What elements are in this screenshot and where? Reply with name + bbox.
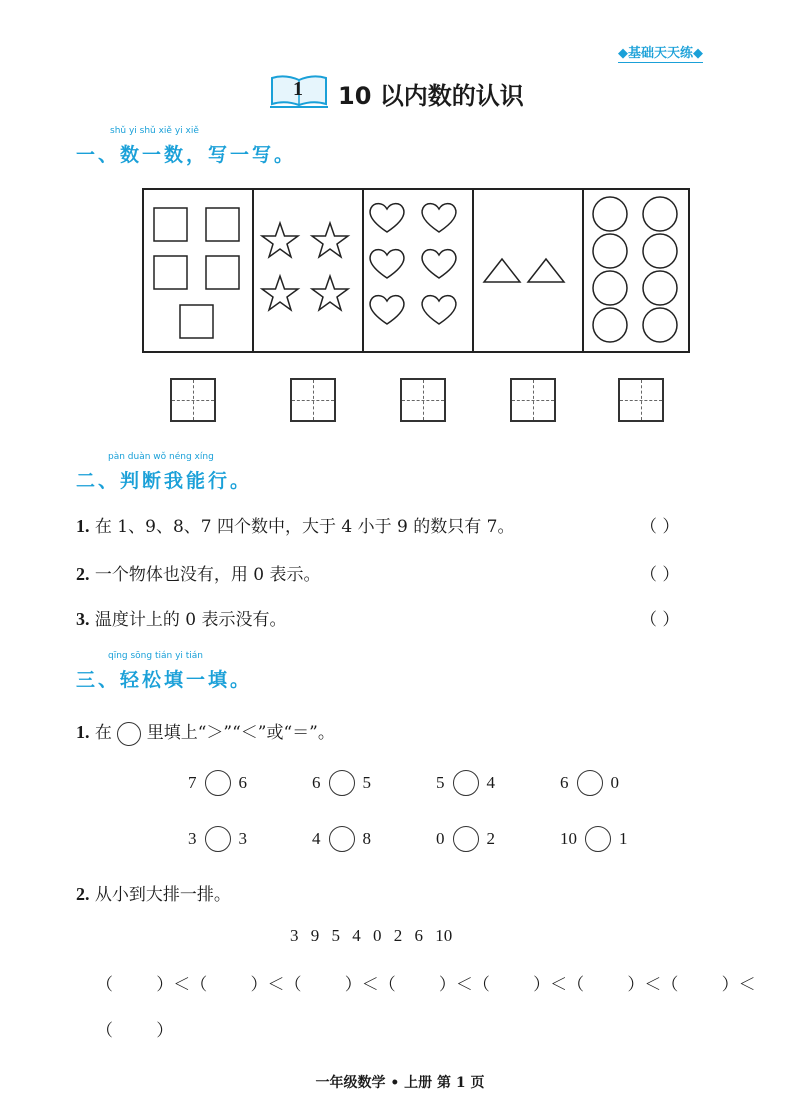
comparison-item bbox=[188, 770, 247, 796]
number-sequence: 3 9 5 4 0 2 6 10 bbox=[290, 926, 453, 945]
answer-grid-box[interactable] bbox=[400, 378, 446, 422]
heart-shape bbox=[422, 250, 456, 278]
comparison-item bbox=[436, 770, 495, 796]
star-shape bbox=[262, 276, 298, 310]
triangle-shape bbox=[528, 259, 564, 282]
count-cell-circles bbox=[584, 190, 692, 351]
heart-shape bbox=[370, 204, 404, 232]
compare-right: 2 bbox=[486, 829, 495, 848]
star-shape bbox=[312, 276, 348, 310]
answer-grid-box[interactable] bbox=[170, 378, 216, 422]
answer-grid-box[interactable] bbox=[510, 378, 556, 422]
answer-parentheses[interactable]: （ ） bbox=[640, 610, 680, 630]
triangle-shape bbox=[484, 259, 520, 282]
circle-shape bbox=[593, 308, 627, 342]
page-footer: 一年级数学 • 上册 第 1 页 bbox=[315, 1075, 485, 1091]
compare-left: 6 bbox=[560, 773, 569, 792]
square-shape bbox=[180, 305, 213, 338]
circle-shape bbox=[643, 197, 677, 231]
circle-shape bbox=[643, 308, 677, 342]
comparison-item bbox=[312, 770, 371, 796]
circle-shape bbox=[643, 234, 677, 268]
ordering-blanks-row-1[interactable]: （ ）＜（ ）＜（ ）＜（ ）＜（ ）＜（ ）＜（ ）＜ bbox=[96, 975, 756, 995]
compare-left: 4 bbox=[312, 829, 321, 848]
compare-circle[interactable] bbox=[329, 770, 355, 796]
compare-right: 1 bbox=[619, 829, 628, 848]
question-number: 1. bbox=[76, 722, 90, 742]
question-prefix: 在 bbox=[94, 723, 112, 743]
hearts-group bbox=[364, 190, 472, 351]
circle-shape bbox=[593, 271, 627, 305]
answer-parentheses[interactable]: （ ） bbox=[640, 517, 680, 537]
heart-shape bbox=[422, 296, 456, 324]
question-text: 一个物体也没有，用 0 表示。 bbox=[94, 565, 321, 585]
question-text: 从小到大排一排。 bbox=[94, 885, 231, 905]
compare-left: 7 bbox=[188, 773, 197, 792]
question-number: 2. bbox=[76, 564, 90, 584]
compare-right: 0 bbox=[610, 773, 619, 792]
section2-title: 二、判断我能行。 bbox=[76, 470, 253, 492]
section3-title: 三、轻松填一填。 bbox=[76, 669, 253, 691]
ordering-blanks-row-2[interactable]: （ ） bbox=[96, 1021, 174, 1041]
star-shape bbox=[312, 223, 348, 257]
answer-parentheses[interactable]: （ ） bbox=[640, 565, 680, 585]
square-shape bbox=[154, 256, 187, 289]
fill-question-1 bbox=[76, 718, 335, 746]
compare-left: 6 bbox=[312, 773, 321, 792]
square-shape bbox=[206, 208, 239, 241]
judge-question bbox=[76, 560, 321, 585]
compare-circle[interactable] bbox=[329, 826, 355, 852]
heart-shape bbox=[422, 204, 456, 232]
compare-right: 4 bbox=[486, 773, 495, 792]
lesson-number: 1 bbox=[293, 78, 303, 100]
comparison-item bbox=[312, 826, 371, 852]
triangles-group bbox=[474, 190, 582, 351]
question-text: 在 1、9、8、7 四个数中，大于 4 小于 9 的数只有 7。 bbox=[94, 517, 515, 537]
compare-left: 10 bbox=[560, 829, 577, 848]
heart-shape bbox=[370, 296, 404, 324]
fill-question-2 bbox=[76, 880, 231, 905]
question-number: 2. bbox=[76, 884, 90, 904]
square-shape bbox=[154, 208, 187, 241]
stars-group bbox=[254, 190, 362, 351]
compare-right: 6 bbox=[238, 773, 247, 792]
section2-pinyin: pàn duàn wǒ néng xíng bbox=[108, 452, 214, 462]
comparison-item bbox=[188, 826, 247, 852]
compare-left: 3 bbox=[188, 829, 197, 848]
circle-shape bbox=[643, 271, 677, 305]
question-suffix: 里填上“＞”“＜”或“＝”。 bbox=[146, 723, 335, 743]
compare-right: 5 bbox=[362, 773, 371, 792]
compare-right: 3 bbox=[238, 829, 247, 848]
star-shape bbox=[262, 223, 298, 257]
question-number: 1. bbox=[76, 516, 90, 536]
count-cell-stars bbox=[254, 190, 364, 351]
section1-pinyin: shǔ yi shǔ xiě yi xiě bbox=[110, 126, 199, 136]
counting-table bbox=[142, 188, 690, 353]
compare-circle[interactable] bbox=[585, 826, 611, 852]
section1-title: 一、数一数，写一写。 bbox=[76, 144, 297, 166]
series-tag: ◆基础天天练◆ bbox=[618, 42, 703, 63]
circle-shape bbox=[593, 234, 627, 268]
compare-circle[interactable] bbox=[453, 770, 479, 796]
answer-grid-box[interactable] bbox=[290, 378, 336, 422]
question-text: 温度计上的 0 表示没有。 bbox=[94, 610, 287, 630]
comparison-item bbox=[560, 826, 628, 852]
squares-group bbox=[144, 190, 252, 351]
compare-right: 8 bbox=[362, 829, 371, 848]
compare-circle[interactable] bbox=[205, 826, 231, 852]
square-shape bbox=[206, 256, 239, 289]
compare-left: 0 bbox=[436, 829, 445, 848]
circles-group bbox=[584, 190, 692, 351]
comparison-item bbox=[436, 826, 495, 852]
circle-icon bbox=[117, 722, 141, 746]
compare-circle[interactable] bbox=[453, 826, 479, 852]
count-cell-triangles bbox=[474, 190, 584, 351]
circle-shape bbox=[593, 197, 627, 231]
compare-circle[interactable] bbox=[577, 770, 603, 796]
judge-question bbox=[76, 512, 514, 537]
question-number: 3. bbox=[76, 609, 90, 629]
count-cell-hearts bbox=[364, 190, 474, 351]
section3-pinyin: qīng sōng tián yi tián bbox=[108, 651, 204, 661]
comparison-item bbox=[560, 770, 619, 796]
lesson-title: 10 以内数的认识 bbox=[338, 82, 524, 110]
compare-circle[interactable] bbox=[205, 770, 231, 796]
count-cell-squares bbox=[144, 190, 254, 351]
heart-shape bbox=[370, 250, 404, 278]
judge-question bbox=[76, 605, 287, 630]
compare-left: 5 bbox=[436, 773, 445, 792]
answer-grid-box[interactable] bbox=[618, 378, 664, 422]
